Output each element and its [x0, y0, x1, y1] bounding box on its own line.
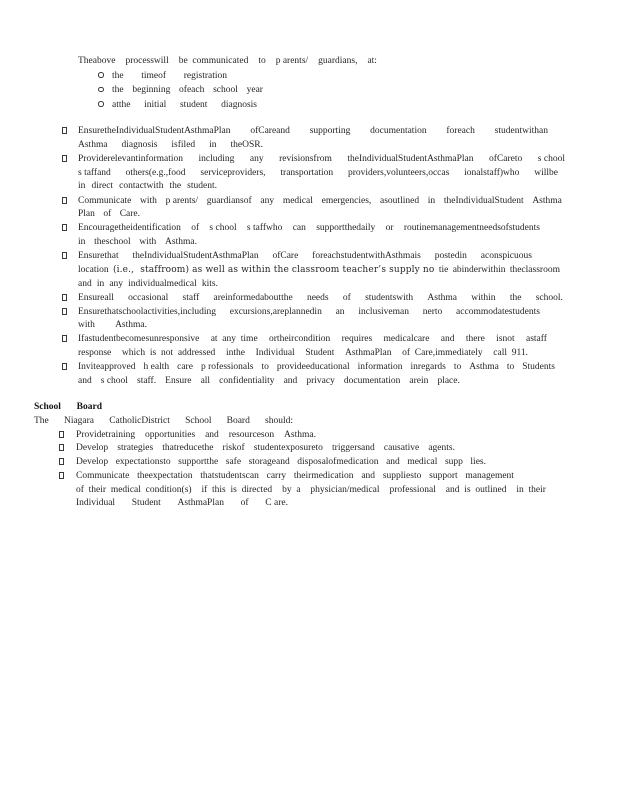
word: guardians, [318, 56, 358, 66]
word: safe [225, 456, 242, 467]
bullet-square-icon [62, 155, 67, 162]
word: location [78, 265, 109, 275]
word: Asthma [532, 196, 562, 206]
word: any [109, 278, 124, 289]
word: at any time [210, 334, 258, 344]
word: documentation [370, 126, 427, 136]
line-words [78, 374, 460, 388]
word: riskof [222, 443, 245, 453]
principal-item-1-line-1 [0, 124, 618, 138]
word: p arents/ [165, 196, 199, 206]
word: theIndividualStudent [443, 196, 524, 206]
word: and [205, 429, 219, 440]
principal-item-2-line-2 [0, 166, 618, 180]
intro-bullet-3 [0, 98, 618, 112]
word: ofCareto [489, 154, 523, 164]
word: s chool [100, 376, 128, 386]
principal-item-9-line-1 [0, 360, 618, 374]
word: student. [187, 181, 217, 191]
principal-item-2-line-1 [0, 152, 618, 166]
word: Asthma [78, 140, 108, 150]
principal-item-4-line-2 [0, 235, 618, 249]
word: including [198, 154, 235, 164]
word: tie [438, 265, 449, 275]
word: by a [282, 484, 301, 495]
word: medical [407, 456, 438, 467]
word: in [78, 237, 86, 247]
word: transportation [280, 168, 334, 178]
word: to [506, 362, 515, 372]
word: causative [383, 443, 420, 453]
principal-item-8-line-2 [0, 346, 618, 360]
word: theIndividualStudentAsthmaPlan [132, 251, 259, 261]
word: Niagara [63, 415, 95, 426]
bullet-square-icon [62, 335, 67, 342]
word: studentexposureto [253, 443, 323, 453]
word: in [427, 196, 436, 206]
word: year [246, 85, 263, 95]
word: ortheircondition [269, 334, 331, 344]
intro-line-1 [0, 54, 618, 68]
word: agents. [428, 443, 455, 453]
word: Student [131, 498, 161, 508]
board-item-1 [0, 428, 618, 442]
line-words [78, 332, 547, 346]
line-words [78, 305, 540, 319]
word: and [78, 376, 92, 386]
word: in their [516, 484, 546, 495]
word: Care. [119, 209, 140, 219]
bullet-circle-icon [98, 72, 104, 78]
bullet-square-icon [62, 224, 67, 231]
word: expectationsto [115, 456, 171, 467]
bullet-square-icon [62, 197, 67, 204]
word: s chool [537, 154, 565, 164]
principal-item-3-line-2 [0, 207, 618, 221]
word: the [112, 85, 124, 95]
word: registration [183, 70, 227, 81]
word: Asthma. [165, 237, 197, 247]
word: Asthma. [284, 429, 316, 440]
word: inregards [410, 362, 446, 372]
principal-item-1-line-2 [0, 138, 618, 152]
word: any [249, 154, 264, 164]
word: s taffand [78, 168, 111, 178]
line-words [78, 277, 218, 291]
word: occasional [128, 292, 169, 303]
word: supp [444, 456, 463, 467]
word: of [103, 209, 112, 219]
word: Providetraining [76, 429, 136, 440]
bullet-square-icon [59, 431, 64, 438]
word: triggersand [332, 443, 375, 453]
word: staff. [137, 376, 157, 386]
principal-item-3-line-1 [0, 194, 618, 208]
line-words [78, 318, 147, 332]
word: to [453, 362, 462, 372]
intro-bullet-2 [0, 83, 618, 97]
principal-item-9-line-2 [0, 374, 618, 388]
word: and [78, 278, 92, 289]
principal-item-6-line-1 [0, 291, 618, 305]
word: Plan [78, 209, 95, 219]
principal-item-8-line-1 [0, 332, 618, 346]
word: lies. [470, 456, 486, 467]
word: medical [282, 196, 313, 206]
line-words [78, 179, 217, 193]
word: theirmedication [293, 470, 354, 481]
bullet-square-icon [62, 252, 67, 259]
word: revisionsfrom [279, 154, 332, 164]
word: support [429, 470, 458, 481]
word: theIndividualStudentAsthmaPlan [347, 154, 474, 164]
word: guardiansof [206, 196, 252, 206]
word: emergencies, [321, 196, 372, 206]
word: care [177, 362, 193, 372]
word: Board [76, 401, 102, 412]
line-words [76, 496, 288, 510]
word: if this is directed [201, 484, 273, 495]
principal-item-5-line-3 [0, 277, 618, 291]
word: CatholicDistrict [109, 415, 170, 426]
word: asoutlined [380, 196, 420, 206]
word: storageand [248, 456, 290, 467]
bullet-circle-icon [98, 87, 104, 93]
word: within [471, 292, 496, 303]
word: resourceson [228, 429, 275, 440]
word: Communicate [76, 470, 130, 481]
word: of [240, 498, 249, 508]
line-words [78, 360, 555, 374]
line-words [78, 346, 528, 360]
word: of [191, 223, 200, 233]
word: physician/medical [310, 484, 380, 495]
word: contactwith [119, 181, 164, 191]
word: management [465, 470, 514, 481]
word: atthe [112, 99, 131, 110]
word: ionalstaff)who [464, 168, 520, 178]
word: student [179, 99, 208, 110]
line-words [78, 54, 377, 68]
bullet-square-icon [59, 444, 64, 451]
word: nerto [422, 306, 443, 317]
line-words [76, 483, 546, 497]
word: p rofessionals [200, 362, 254, 372]
word: confidentiality [219, 376, 275, 386]
word: Students [522, 362, 555, 372]
board-item-4-line-1 [0, 469, 618, 483]
word: supportthe [178, 456, 219, 467]
word: postedin [434, 251, 467, 261]
word: Individual [76, 498, 116, 508]
word: provideeducational [276, 362, 350, 372]
principal-item-5-line-1 [0, 249, 618, 263]
word: beginning [132, 85, 171, 95]
word: processwill [125, 56, 169, 66]
word: the [169, 181, 182, 191]
word: Inviteapproved [78, 362, 136, 372]
word: abinderwithin [452, 265, 506, 275]
word: all [200, 376, 211, 386]
word: information [357, 362, 403, 372]
board-item-3 [0, 455, 618, 469]
word: accommodatestudents [456, 306, 540, 317]
word: the [509, 292, 522, 303]
word: studentwithan [494, 126, 548, 136]
word: theOSR. [230, 140, 263, 150]
word: should: [265, 415, 293, 426]
word: foreach [446, 126, 475, 136]
word: an [335, 306, 345, 317]
word: Individual [255, 348, 295, 358]
word: diagnosis [221, 99, 257, 110]
bullet-square-icon [62, 363, 67, 370]
line-words [78, 138, 263, 152]
word: School [34, 401, 61, 412]
line-words [34, 414, 293, 428]
bullet-square-icon [59, 472, 64, 479]
line-words [76, 441, 455, 455]
word: be communicated [178, 56, 249, 66]
word: ofCare [272, 251, 299, 261]
word: Providerelevantinformation [78, 154, 183, 164]
alt-font-text: (i.e., staffroom) as well as within the classroom teacher’s supply no [112, 265, 435, 275]
word: Asthma [427, 292, 457, 303]
word: Ensure [165, 376, 192, 386]
word: in [96, 278, 105, 289]
bullet-square-icon [62, 127, 67, 134]
word: with [139, 237, 157, 247]
word: Asthma [469, 362, 499, 372]
line-words [78, 249, 532, 263]
word: others(e.g.,food [125, 168, 186, 178]
line-words [78, 124, 548, 138]
word: EnsuretheIndividualStudentAsthmaPlan [78, 126, 231, 136]
word: supporting [309, 126, 351, 136]
line-words [78, 221, 540, 235]
principal-item-7-line-1 [0, 305, 618, 319]
word: Ensurethatschoolactivities,including [78, 306, 216, 317]
word: in [78, 181, 86, 191]
word: thatstudentscan [200, 470, 259, 481]
word: h ealth [143, 362, 170, 372]
word: strategies [117, 443, 154, 453]
intro-bullet-1 [0, 69, 618, 83]
bullet-circle-icon [98, 101, 104, 107]
principal-item-4-line-1 [0, 221, 618, 235]
word: in [209, 140, 217, 150]
board-item-4-line-3 [0, 496, 618, 510]
word: The [34, 415, 49, 426]
word: kits. [201, 278, 218, 289]
word: ofCareand [250, 126, 290, 136]
word: of [342, 292, 351, 303]
word: the [112, 70, 124, 81]
word: Develop [76, 443, 109, 453]
word: supportthedaily [316, 223, 376, 233]
word: or [385, 223, 394, 233]
principal-item-7-line-2 [0, 318, 618, 332]
word: C are. [265, 498, 288, 508]
line-words [76, 455, 486, 469]
word: response [78, 348, 112, 358]
bullet-square-icon [62, 294, 67, 301]
word: place. [437, 376, 460, 386]
word: at: [367, 56, 377, 66]
word: Communicate [78, 196, 132, 206]
school-board-heading [0, 400, 618, 414]
line-words [76, 469, 514, 483]
word: documentation [343, 376, 401, 386]
word: opportunities [145, 429, 196, 440]
word: theclassroom [509, 265, 560, 275]
word: carry [266, 470, 287, 481]
word: areinformedaboutthe [213, 292, 293, 303]
word: and [283, 376, 298, 386]
word: studentswith [365, 292, 414, 303]
word: thatreducethe [162, 443, 214, 453]
word: isfiled [171, 140, 196, 150]
word: s chool [209, 223, 237, 233]
word: can [292, 223, 306, 233]
word: and [440, 334, 455, 344]
word: Encouragetheidentification [78, 223, 181, 233]
board-item-2 [0, 441, 618, 455]
word: professional [389, 484, 436, 495]
word: of their medical condition(s) [76, 484, 192, 495]
word: initial [144, 99, 167, 110]
word: Asthma. [115, 320, 147, 330]
word: theschool [94, 237, 131, 247]
line-words [78, 207, 140, 221]
word: providers,volunteers,occas [348, 168, 450, 178]
line-words [34, 400, 102, 414]
word: staff [182, 292, 200, 303]
line-words [78, 235, 197, 249]
word: aconspicuous [480, 251, 532, 261]
word: and [386, 456, 400, 467]
word: Develop [76, 456, 109, 467]
word: Student [305, 348, 335, 358]
line-words [76, 428, 316, 442]
board-item-4-line-2 [0, 483, 618, 497]
word: disposalofmedication [297, 456, 379, 467]
word: needs [306, 292, 329, 303]
line-words [78, 152, 565, 166]
word: with [78, 320, 95, 330]
word: Ifastudentbecomesunresponsive [78, 334, 200, 344]
word: any [260, 196, 275, 206]
word: inthe [225, 348, 245, 358]
word: serviceproviders, [200, 168, 266, 178]
word: arein [409, 376, 429, 386]
word: willbe [534, 168, 558, 178]
word: AsthmaPlan [177, 498, 224, 508]
line-words [78, 194, 562, 208]
line-words [78, 166, 558, 180]
word: AsthmaPlan [345, 348, 392, 358]
line-words [78, 291, 563, 305]
word: which is not addressed [121, 348, 216, 358]
word: privacy [306, 376, 335, 386]
word: excursions,areplannedin [229, 306, 322, 317]
word: ofeach [179, 85, 205, 95]
line-words [78, 263, 560, 277]
word: to [261, 362, 269, 372]
word: individualmedical [128, 278, 197, 289]
word: and [361, 470, 376, 481]
word: of Care,immediately [402, 348, 483, 358]
word: Ensurethat [78, 251, 119, 261]
word: Theabove [78, 56, 116, 66]
line-words [112, 98, 257, 112]
word: theexpectation [137, 470, 193, 481]
school-board-intro [0, 414, 618, 428]
word: Board [226, 415, 250, 426]
bullet-square-icon [59, 458, 64, 465]
word: there [465, 334, 485, 344]
line-words [112, 83, 263, 97]
word: medicalcare [383, 334, 430, 344]
word: isnot [496, 334, 515, 344]
word: school [213, 85, 238, 95]
word: routinemanagementneedsofstudents [403, 223, 540, 233]
word: requires [341, 334, 373, 344]
principal-item-2-line-3 [0, 179, 618, 193]
word: inclusiveman [358, 306, 409, 317]
principal-item-5-line-2 [0, 263, 618, 277]
word: school. [535, 292, 563, 303]
line-words [112, 69, 227, 83]
word: call 911. [493, 348, 528, 358]
word: School [185, 415, 212, 426]
word: foreachstudentwithAsthmais [312, 251, 421, 261]
word: and is outlined [445, 484, 507, 495]
bullet-square-icon [62, 308, 67, 315]
word: direct [91, 181, 114, 191]
word: diagnosis [121, 140, 158, 150]
word: suppliesto [382, 470, 422, 481]
word: with [140, 196, 157, 206]
word: Ensureall [78, 292, 114, 303]
word: astaff [526, 334, 547, 344]
word: timeof [141, 70, 167, 81]
word: to [258, 56, 266, 66]
word: s taffwho [246, 223, 283, 233]
word: p arents/ [275, 56, 309, 66]
